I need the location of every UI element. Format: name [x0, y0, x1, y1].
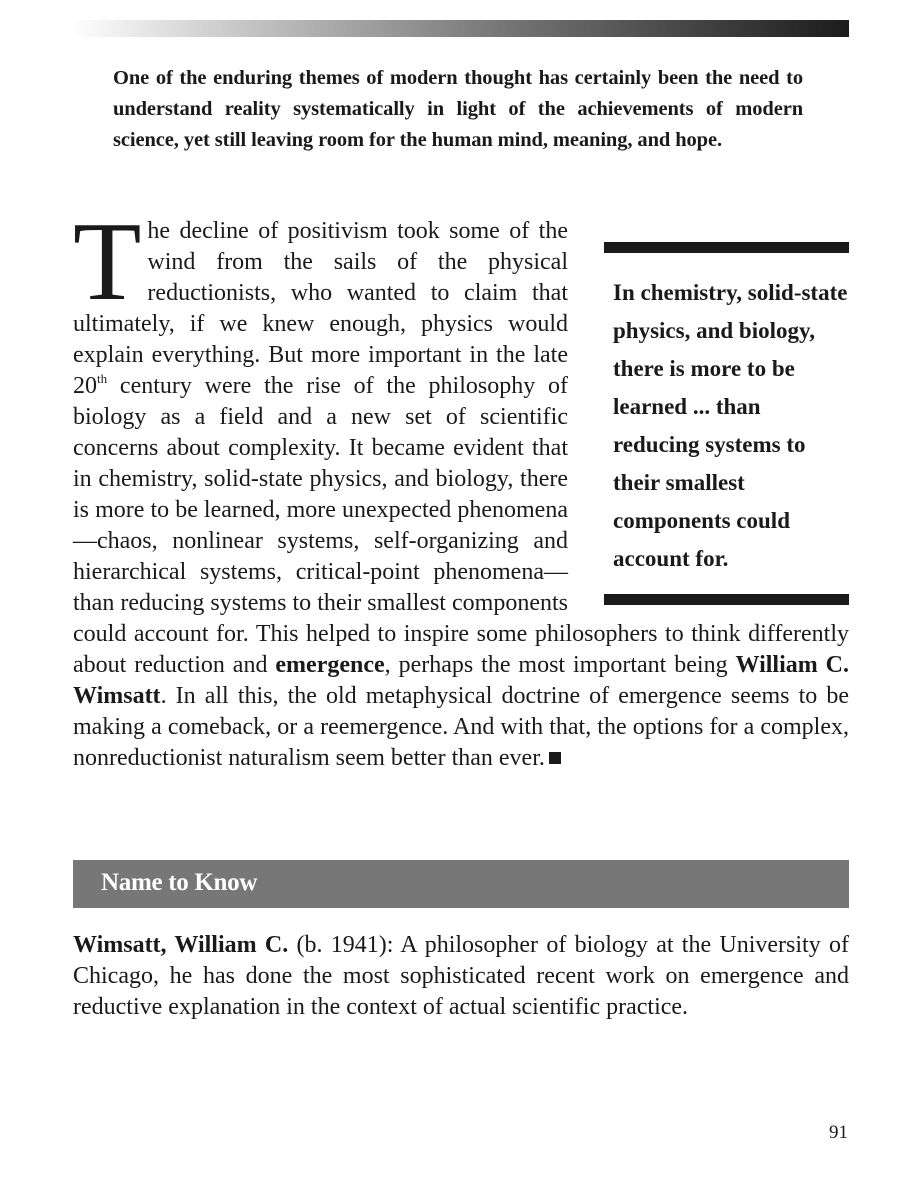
entry-name: Wimsatt, William C.	[73, 932, 289, 958]
body-segment-1: he decline of positivism took some of the wind from the sails of the physical reductionists, who wanted to claim that ultimately, if we knew enough, physics would explain everything. But more important in the late 20	[73, 218, 568, 399]
pull-quote	[604, 242, 849, 605]
drop-cap: T	[73, 200, 142, 324]
body-segment-2: century were the rise of the philosophy of biology as a field and a new set of scientific concerns about complexity. It became evident that in chemistry, solid-state physics, and biology, there is more to be learned, more unexpected phenomena—chaos, nonlinear systems, self-organizing and hierarchical systems, critical-point phenomena—than reducing systems to their smallest components could account for. This helped to inspire some philosophers to think differently about reduction and	[73, 373, 849, 678]
main-body-text	[73, 200, 849, 774]
pull-quote-text: In chemistry, solid-state physics, and biology, there is more to be learned ... than reducing systems to their smallest components could account for.	[613, 280, 848, 571]
epigraph-text: One of the enduring themes of modern thought has certainly been the need to understand reality systematically in light of the achievements of modern science, yet still leaving room for the human mind, meaning, and hope.	[113, 67, 803, 152]
page-number: 91	[829, 1122, 848, 1143]
name-to-know-header	[73, 860, 849, 908]
top-gradient-rule	[70, 20, 849, 37]
epigraph-quote	[113, 63, 803, 157]
body-segment-4: . In all this, the old metaphysical doctrine of emergence seems to be making a comeback, or a reemergence. And with that, the options for a complex, nonreductionist naturalism seem better than ever.	[73, 683, 849, 771]
ordinal-superscript: th	[97, 371, 108, 386]
key-name-wimsatt: William C. Wimsatt	[73, 652, 849, 709]
name-entry	[73, 930, 849, 1023]
entry-description: (b. 1941): A philosopher of biology at the University of Chicago, he has done the most sophisticated recent work on emergence and reductive explanation in the context of actual scientific practice.	[73, 932, 849, 1020]
end-of-article-square-icon	[549, 752, 561, 764]
body-segment-3: , perhaps the most important being	[384, 652, 736, 678]
section-header-title: Name to Know	[101, 869, 258, 896]
key-term-emergence: emergence	[275, 652, 385, 678]
